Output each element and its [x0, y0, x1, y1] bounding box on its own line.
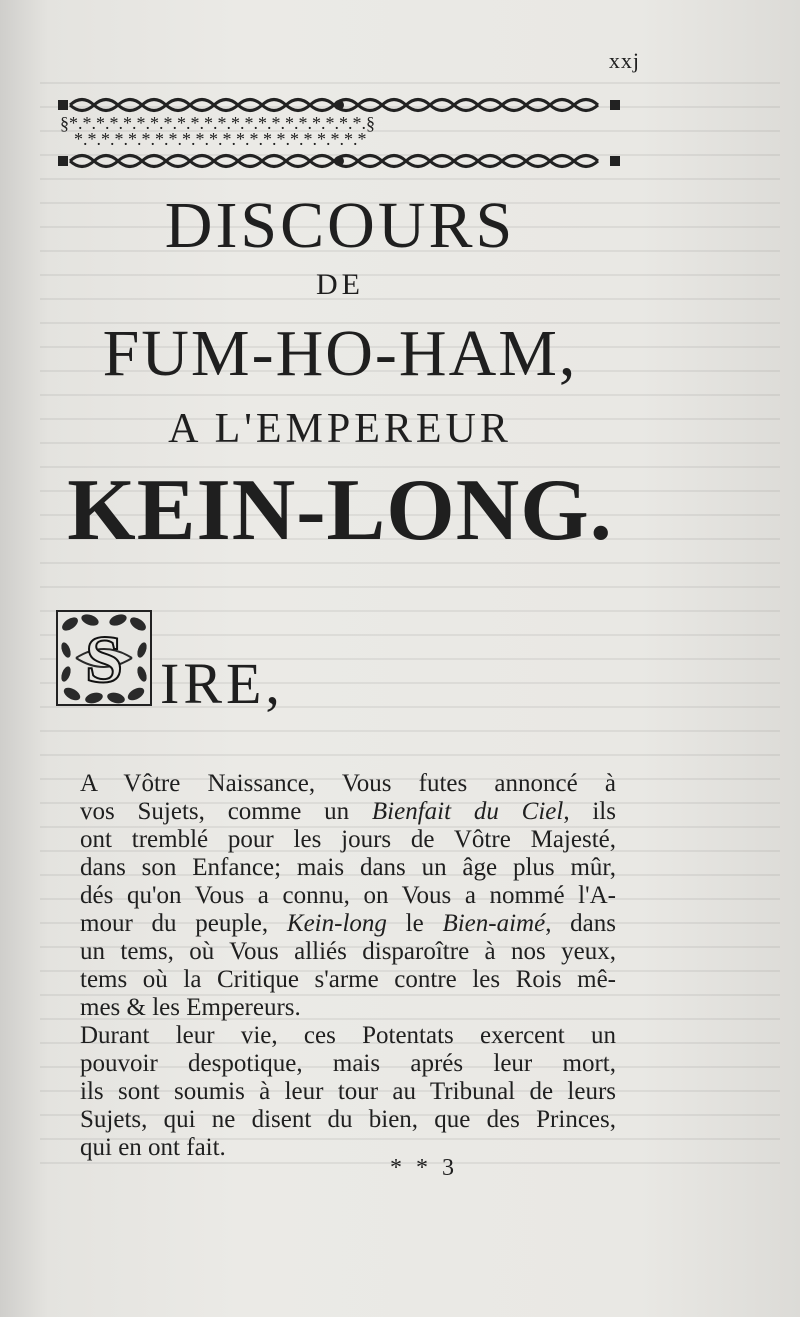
- text-run: , dans: [545, 910, 617, 937]
- text-line: [80, 798, 616, 826]
- text-run: mour du peuple,: [80, 910, 287, 937]
- text-line: un tems, où Vous alliés disparoître à nos yeux,: [80, 938, 616, 965]
- italic-run: Bien-aimé: [442, 910, 546, 937]
- heading-empereur: A L'EMPEREUR: [168, 406, 512, 452]
- text-line: ont tremblé pour les jours de Vôtre Majesté,: [80, 826, 616, 853]
- text-run: le: [386, 910, 443, 937]
- text-line: Sujets, qui ne disent du bien, que des Princes,: [80, 1106, 616, 1133]
- ornament-band-bottom: [58, 148, 620, 174]
- text-line: tems où la Critique s'arme contre les Rois mê-: [80, 966, 616, 993]
- text-run: vos Sujets, comme un: [80, 798, 372, 825]
- body-text: [80, 770, 616, 1162]
- text-line: dés qu'on Vous a connu, on Vous a nommé l'A-: [80, 882, 616, 909]
- text-line: A Vôtre Naissance, Vous futes annoncé à: [80, 770, 616, 797]
- text-line: dans son Enfance; mais dans un âge plus mûr,: [80, 854, 616, 881]
- text-line: qui en ont fait.: [80, 1134, 226, 1161]
- initial-letter: S: [85, 621, 123, 697]
- heading-de: DE: [316, 268, 364, 301]
- italic-run: Kein-long: [286, 910, 387, 937]
- italic-run: Bienfait du Ciel: [371, 798, 564, 825]
- salutation-text: IRE,: [160, 651, 284, 716]
- star-row: *.*.*.*.*.*.*.*.*.*.*.*.*.*.*.*.*.*.*.*.*.*: [74, 129, 367, 149]
- text-line: ils sont soumis à leur tour au Tribunal de leurs: [80, 1078, 616, 1105]
- text-line: mes & les Empereurs.: [80, 994, 301, 1021]
- star-row: §*.*.*.*.*.*.*.*.*.*.*.*.*.*.*.*.*.*.*.*.*.*.§: [60, 115, 375, 133]
- heading-discours: DISCOURS: [164, 189, 516, 262]
- text-line: Durant leur vie, ces Potentats exercent un: [80, 1022, 616, 1049]
- page-folio: xxj: [608, 48, 640, 73]
- ornament-star-rows: [60, 115, 620, 151]
- decorated-initial: [56, 610, 152, 706]
- text-run: , ils: [563, 798, 616, 825]
- text-line: pouvoir despotique, mais aprés leur mort,: [80, 1050, 616, 1077]
- heading-author: FUM-HO-HAM,: [102, 317, 578, 390]
- heading-emperor-name: KEIN-LONG.: [67, 462, 613, 559]
- text-line: [80, 910, 616, 938]
- catchword-signature: * * 3: [390, 1155, 458, 1181]
